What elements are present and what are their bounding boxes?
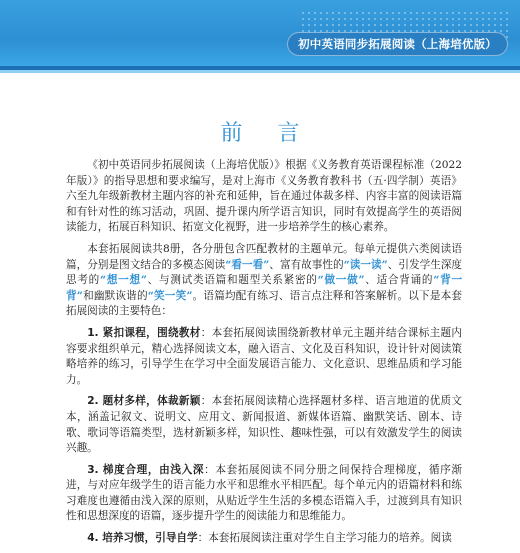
feature-title: 4. 培养习惯，引导自学 (87, 532, 198, 545)
keyword-xiang-yi-xiang: “想一想” (100, 274, 147, 287)
page-title: 前 言 (220, 121, 314, 146)
keyword-kan-yi-kan: “看一看” (225, 258, 270, 271)
keyword-du-yi-du: “读一读” (343, 258, 388, 271)
feature-paragraph: 2. 题材多样，体裁新颖：本套拓展阅读精心选择题材多样、语言地道的优质文本，涵盖记叙文、说明文、应用文、新闻报道、新媒体语篇、幽默笑话、剧本、诗歌、歌词等语篇类型，选材新颖多样，知识性、趣味性强，可以有效激发学生的阅读兴趣。 (66, 395, 462, 455)
book-title-badge: 初中英语同步拓展阅读（上海培优版） (287, 32, 508, 56)
intro-paragraph: 《初中英语同步拓展阅读（上海培优版）》根据《义务教育英语课程标准（2022年版）》的指导思想和要求编写，是对上海市《义务教育教科书（五·四学制）英语》六至九年级新教材主题内容的补充和延伸，旨在通过体裁多样、内容丰富的阅读语篇和有针对性的练习活动，巩固、提升课内所学语言知识，同时有效提高学生的英语阅读能力，拓展百科知识、拓宽文化视野，进一步培养学生的核心素养。 (66, 159, 462, 234)
feature-title: 1. 紧扣课程，围绕教材 (87, 326, 201, 339)
feature-paragraph: 1. 紧扣课程，围绕教材：本套拓展阅读围绕新教材单元主题并结合课标主题内容要求组织单元，精心选择阅读文本，融入语言、文化及百科知识，设计针对阅读策略培养的练习，引导学生在学习中全面发展语言能力、文化意识、思维品质和学习能力。 (66, 326, 462, 386)
overview-paragraph: 本套拓展阅读共8册，各分册包含匹配教材的主题单元。每单元提供六类阅读语篇，分别是图文结合的多模态阅读“看一看”、富有故事性的“读一读”、引发学生深度思考的“想一想”、与测试类语篇和题型关系紧密的“做一做”、适合背诵的“背一背”和幽默诙谐的“笑一笑”。语篇均配有练习、语言点注释和答案解析。以下是本套拓展阅读的主要特色： (66, 242, 463, 318)
keyword-bei-yi-bei: “背一背” (66, 274, 463, 302)
keyword-zuo-yi-zuo: “做一做” (317, 274, 365, 287)
keyword-xiao-yi-xiao: “笑一笑” (147, 289, 193, 302)
feature-paragraph: 3. 梯度合理，由浅入深：本套拓展阅读不同分册之间保持合理梯度，循序渐进，与对应年级学生的语言能力水平和思维水平相匹配。每个单元内的语篇材料和练习难度也遵循由浅入深的原则，从贴近学生生活的多模态语篇入手，过渡到具有知识性和思想深度的语篇，逐步提升学生的阅读能力和思维能力。 (66, 463, 462, 523)
feature-paragraph: 4. 培养习惯，引导自学：本套拓展阅读注重对学生自主学习能力的培养。阅读 (87, 532, 452, 545)
header-banner (0, 0, 520, 66)
header-stripe-light (0, 70, 520, 73)
feature-title: 2. 题材多样，体裁新颖 (87, 395, 201, 408)
feature-title: 3. 梯度合理，由浅入深 (87, 463, 205, 476)
preface-body (66, 158, 462, 553)
